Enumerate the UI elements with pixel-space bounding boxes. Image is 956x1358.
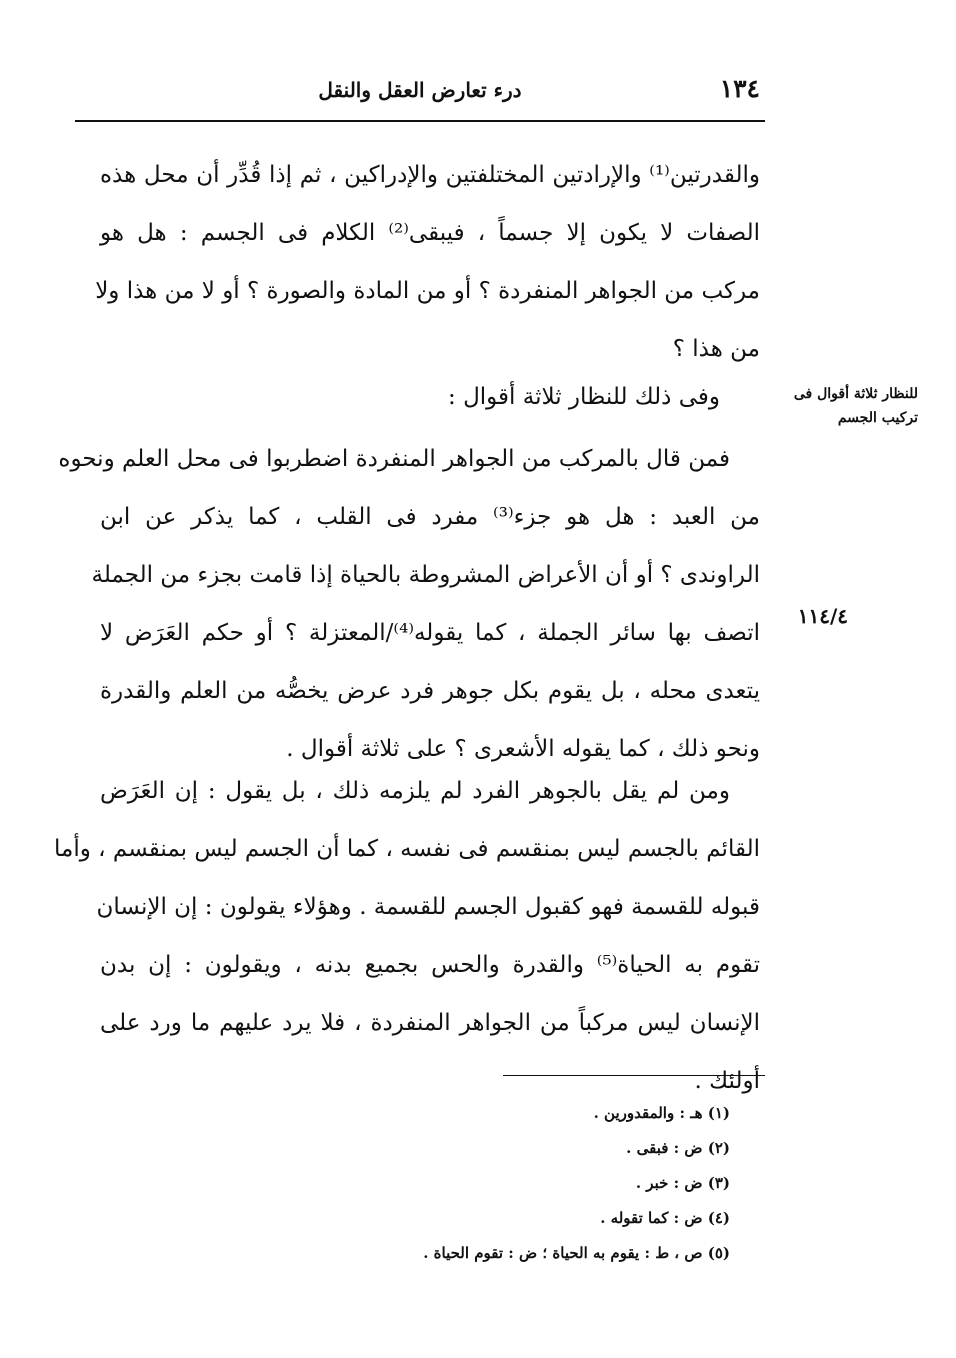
page-number: ١٣٤ <box>719 74 760 103</box>
text-line: وفى ذلك للنظار ثلاثة أقوال : <box>448 384 720 410</box>
text-line: تقوم به الحياة⁽⁵⁾ والقدرة والحس بجميع بدنه ، ويقولون : إن بدن <box>100 952 760 978</box>
text-line: من العبد : هل هو جزء⁽³⁾ مفرد فى القلب ، كما يذكر عن ابن <box>100 504 760 530</box>
text-line: مركب من الجواهر المنفردة ؟ أو من المادة والصورة ؟ أو لا من هذا ولا <box>95 278 760 304</box>
footnote: (١) هـ : والمقدورين . <box>593 1104 730 1122</box>
footnote: (٣) ض : خبر . <box>635 1174 730 1192</box>
footnote: (٢) ض : فبقى . <box>626 1139 730 1157</box>
paragraph-2 <box>100 368 720 426</box>
paragraph-1 <box>95 146 760 378</box>
text-line: الراوندى ؟ أو أن الأعراض المشروطة بالحياة إذا قامت بجزء من الجملة <box>91 562 760 588</box>
footnote-rule <box>503 1075 765 1076</box>
footnote: (٥) ص ، ط : يقوم به الحياة ؛ ض : تقوم الحياة . <box>423 1244 730 1262</box>
text-line: اتصف بها سائر الجملة ، كما يقوله⁽⁴⁾/المعتزلة ؟ أو حكم العَرَض لا <box>100 620 760 646</box>
text-line: والقدرتين⁽¹⁾ والإرادتين المختلفتين والإدراكين ، ثم إذا قُدِّر أن محل هذه <box>100 162 760 188</box>
text-line: الإنسان ليس مركباً من الجواهر المنفردة ، فلا يرد عليهم ما ورد على <box>100 1010 760 1036</box>
footnote: (٤) ض : كما تقوله . <box>600 1209 730 1227</box>
text-line: أولئك . <box>694 1068 760 1094</box>
text-line: فمن قال بالمركب من الجواهر المنفردة اضطربوا فى محل العلم ونحوه <box>58 446 730 472</box>
text-line: ونحو ذلك ، كما يقوله الأشعرى ؟ على ثلاثة أقوال . <box>286 736 760 762</box>
text-line: من هذا ؟ <box>672 336 760 362</box>
margin-note-line: تركيب الجسم <box>837 410 918 426</box>
paragraph-4 <box>54 762 760 1110</box>
margin-reference: ١١٤/٤ <box>797 604 848 628</box>
running-title: درء تعارض العقل والنقل <box>318 78 522 102</box>
text-line: الصفات لا يكون إلا جسماً ، فيبقى⁽²⁾ الكلام فى الجسم : هل هو <box>100 220 760 246</box>
margin-note <box>788 382 918 430</box>
paragraph-3 <box>58 430 760 778</box>
text-line: يتعدى محله ، بل يقوم بكل جوهر فرد عرض يخصُّه من العلم والقدرة <box>100 678 760 704</box>
header-rule <box>75 120 765 122</box>
footnotes <box>300 1096 730 1271</box>
margin-note-line: للنظار ثلاثة أقوال فى <box>793 386 918 402</box>
text-line: القائم بالجسم ليس بمنقسم فى نفسه ، كما أن الجسم ليس بمنقسم ، وأما <box>54 836 760 862</box>
text-line: ومن لم يقل بالجوهر الفرد لم يلزمه ذلك ، بل يقول : إن العَرَض <box>100 778 730 804</box>
text-line: قبوله للقسمة فهو كقبول الجسم للقسمة . وهؤلاء يقولون : إن الإنسان <box>96 894 760 920</box>
